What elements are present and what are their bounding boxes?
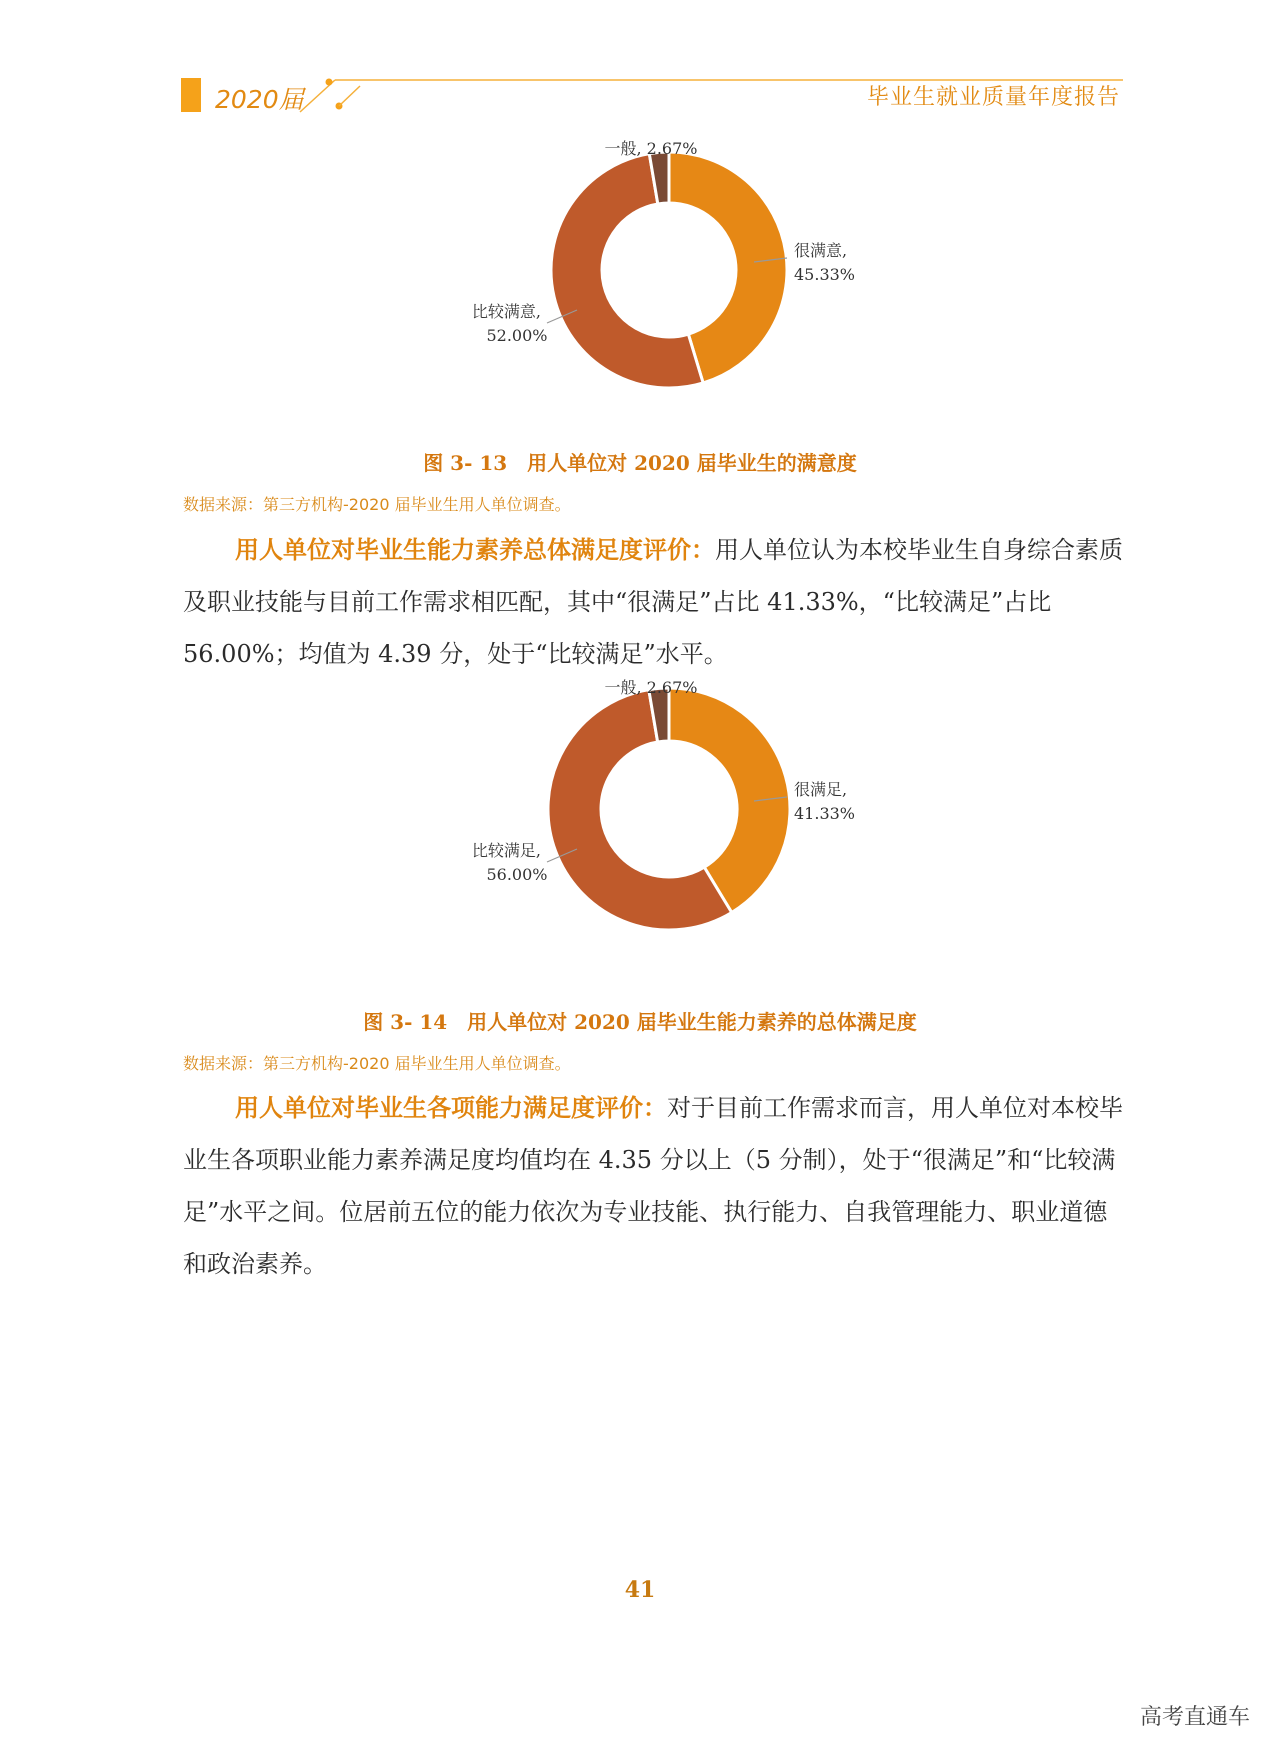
header-year: 2020届 — [215, 85, 304, 114]
donut-chart-svg — [0, 139, 1280, 430]
slice-value-0: 45.33% — [794, 265, 856, 284]
figure-caption: 图 3- 14 用人单位对 2020 届毕业生能力素养的总体满足度 — [363, 1010, 917, 1034]
slice-value-1: 56.00% — [486, 865, 548, 884]
data-source-note: 数据来源：第三方机构-2020 届毕业生用人单位调查。 — [183, 1054, 571, 1073]
slice-label-2: 一般, 2.67% — [604, 139, 698, 158]
slice-label-0: 很满意, — [794, 241, 848, 260]
slice-label-1: 比较满意, — [471, 302, 541, 321]
header-accent-bar — [181, 78, 201, 112]
paragraph-ability-fit — [183, 1082, 1123, 1290]
donut-chart-svg — [0, 678, 1280, 970]
donut-chart-fit — [0, 678, 1280, 970]
paragraph-heading: 用人单位对毕业生能力素养总体满足度评价： — [235, 535, 715, 564]
page-number: 41 — [624, 1577, 656, 1603]
data-source-note: 数据来源：第三方机构-2020 届毕业生用人单位调查。 — [183, 495, 571, 514]
donut-chart-satisfaction — [0, 139, 1280, 430]
slice-label-0: 很满足, — [794, 780, 848, 799]
paragraph-overall-fit — [183, 524, 1123, 680]
slice-value-0: 41.33% — [794, 804, 856, 823]
paragraph-body: 用人单位认为本校毕业生自身综合素质及职业技能与目前工作需求相匹配，其中“很满足”占比 41.33%，“比较满足”占比 56.00%；均值为 4.39 分，处于“比较满足”水平。 — [183, 536, 1123, 668]
paragraph-heading: 用人单位对毕业生各项能力满足度评价： — [235, 1093, 667, 1122]
figure-caption: 图 3- 13 用人单位对 2020 届毕业生的满意度 — [423, 451, 857, 475]
slice-value-1: 52.00% — [486, 326, 548, 345]
page-header — [0, 0, 1280, 130]
watermark: 高考直通车 — [1139, 1705, 1250, 1730]
slice-label-2: 一般, 2.67% — [604, 678, 698, 697]
header-title: 毕业生就业质量年度报告 — [866, 85, 1120, 110]
paragraph-body: 对于目前工作需求而言，用人单位对本校毕业生各项职业能力素养满足度均值均在 4.35 分以上（5 分制），处于“很满足”和“比较满足”水平之间。位居前五位的能力依次为专业技能、执行能力、自我管理能力、职业道德和政治素养。 — [183, 1094, 1123, 1278]
slice-label-1: 比较满足, — [471, 841, 541, 860]
